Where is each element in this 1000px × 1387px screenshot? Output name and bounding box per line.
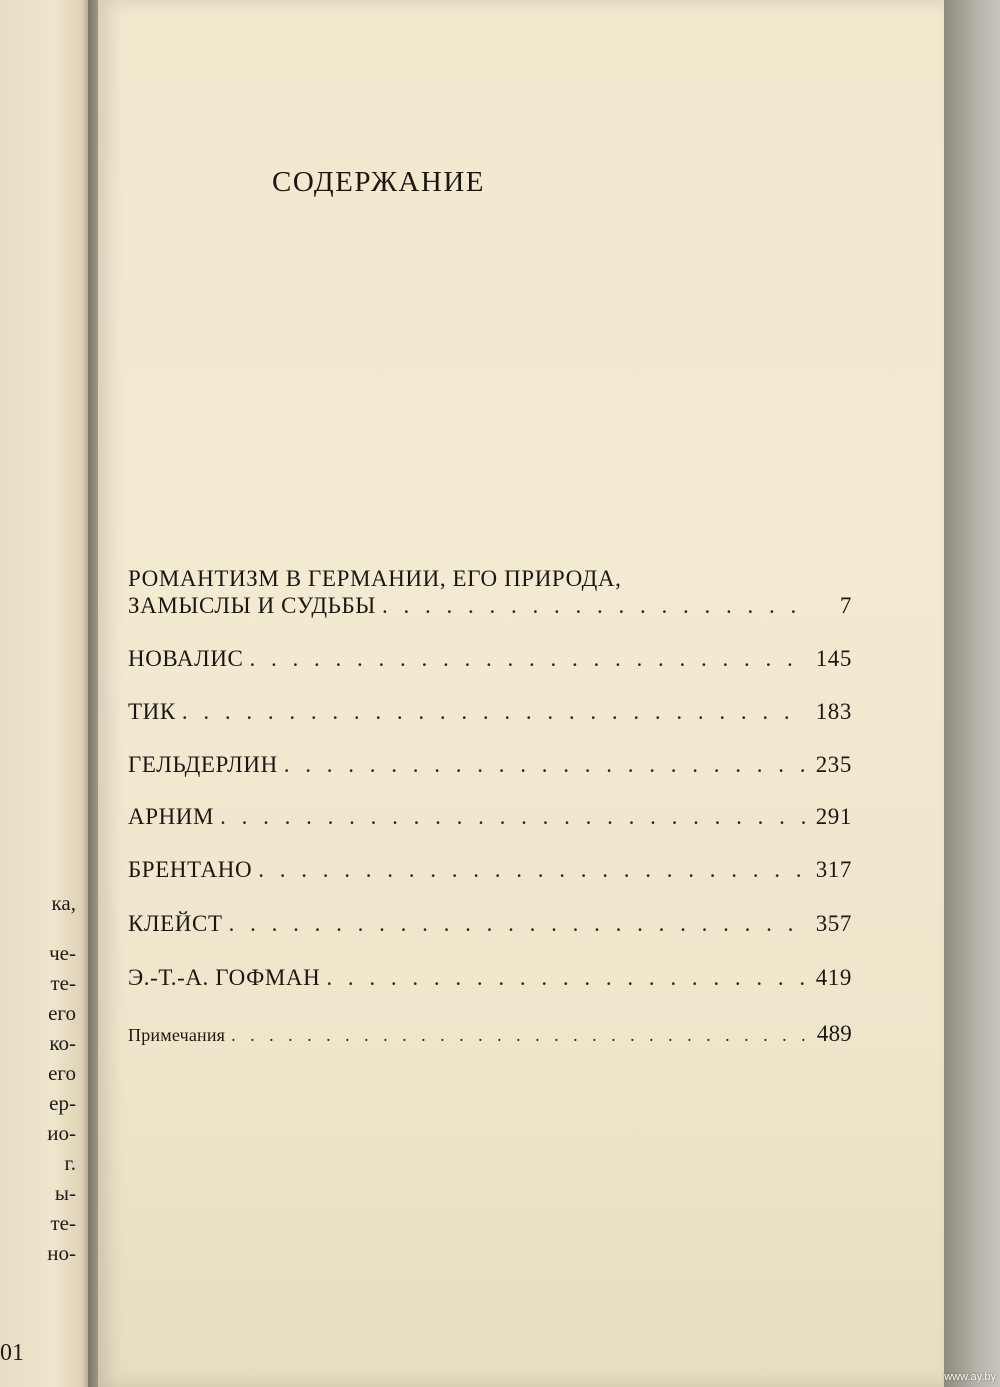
- table-background: [944, 0, 1000, 1387]
- text-fragment: ер-: [49, 1091, 76, 1115]
- text-fragment: ко-: [49, 1031, 76, 1055]
- toc-entry: [128, 911, 852, 937]
- toc-entry-page: 291: [815, 804, 852, 829]
- toc-entry-title: АРНИМ: [128, 804, 215, 829]
- toc-entry: [128, 699, 852, 725]
- toc-entry-title: Примечания: [128, 1025, 226, 1045]
- toc-leader-dots: [229, 911, 806, 937]
- left-page-number: 01: [0, 1340, 24, 1366]
- toc-entry: [128, 965, 852, 991]
- toc-entry-title: НОВАЛИС: [128, 646, 244, 671]
- toc-entry-title: КЛЕЙСТ: [128, 911, 223, 936]
- toc-leader-dots: [326, 965, 806, 991]
- toc-entry-page: 357: [815, 911, 852, 936]
- toc-entry: [128, 804, 852, 830]
- toc-leader-dots: [382, 593, 806, 619]
- toc-entry-page: 489: [816, 1021, 852, 1046]
- text-fragment: те-: [50, 1211, 76, 1235]
- left-page: [0, 0, 96, 1387]
- toc-entry-title: ЗАМЫСЛЫ И СУДЬБЫ: [128, 593, 376, 618]
- toc-leader-dots: [258, 857, 806, 883]
- toc-entry-title-line1: РОМАНТИЗМ В ГЕРМАНИИ, ЕГО ПРИРОДА,: [128, 566, 622, 591]
- text-fragment: ио-: [47, 1121, 76, 1145]
- toc-entry: [128, 752, 852, 778]
- text-fragment: его: [48, 1001, 76, 1025]
- text-fragment: ка,: [51, 891, 76, 915]
- watermark: www.ay.by: [944, 1371, 996, 1383]
- toc-entry: [128, 593, 852, 619]
- toc-entry-page: 7: [839, 593, 852, 618]
- toc-entry-title: ТИК: [128, 699, 176, 724]
- text-fragment: г.: [64, 1151, 76, 1175]
- text-fragment: че-: [49, 941, 76, 965]
- toc-entry-page: 419: [815, 965, 852, 990]
- toc-entry-title: БРЕНТАНО: [128, 857, 253, 882]
- toc-entry-title: ГЕЛЬДЕРЛИН: [128, 752, 278, 777]
- toc-entry-page: 317: [815, 857, 852, 882]
- toc-leader-dots: [249, 646, 806, 672]
- text-fragment: его: [48, 1061, 76, 1085]
- toc-entry-title: Э.-Т.-А. ГОФМАН: [128, 965, 321, 990]
- right-page: [98, 0, 944, 1387]
- toc-leader-dots: [284, 752, 806, 778]
- left-page-text-fragments: [0, 888, 76, 1268]
- toc-entry-page: 183: [815, 699, 852, 724]
- toc-entry: [128, 646, 852, 672]
- toc-entry: [128, 857, 852, 883]
- toc-leader-dots: [231, 1025, 806, 1046]
- text-fragment: но-: [47, 1241, 76, 1265]
- text-fragment: ы-: [54, 1181, 76, 1205]
- toc-leader-dots: [182, 699, 806, 725]
- toc-entry-page: 145: [815, 646, 852, 671]
- toc-entry-page: 235: [815, 752, 852, 777]
- toc-leader-dots: [220, 804, 806, 830]
- page-title: СОДЕРЖАНИЕ: [272, 166, 485, 198]
- text-gap: [0, 918, 76, 938]
- text-fragment: те-: [50, 971, 76, 995]
- toc-entry: [128, 1021, 852, 1047]
